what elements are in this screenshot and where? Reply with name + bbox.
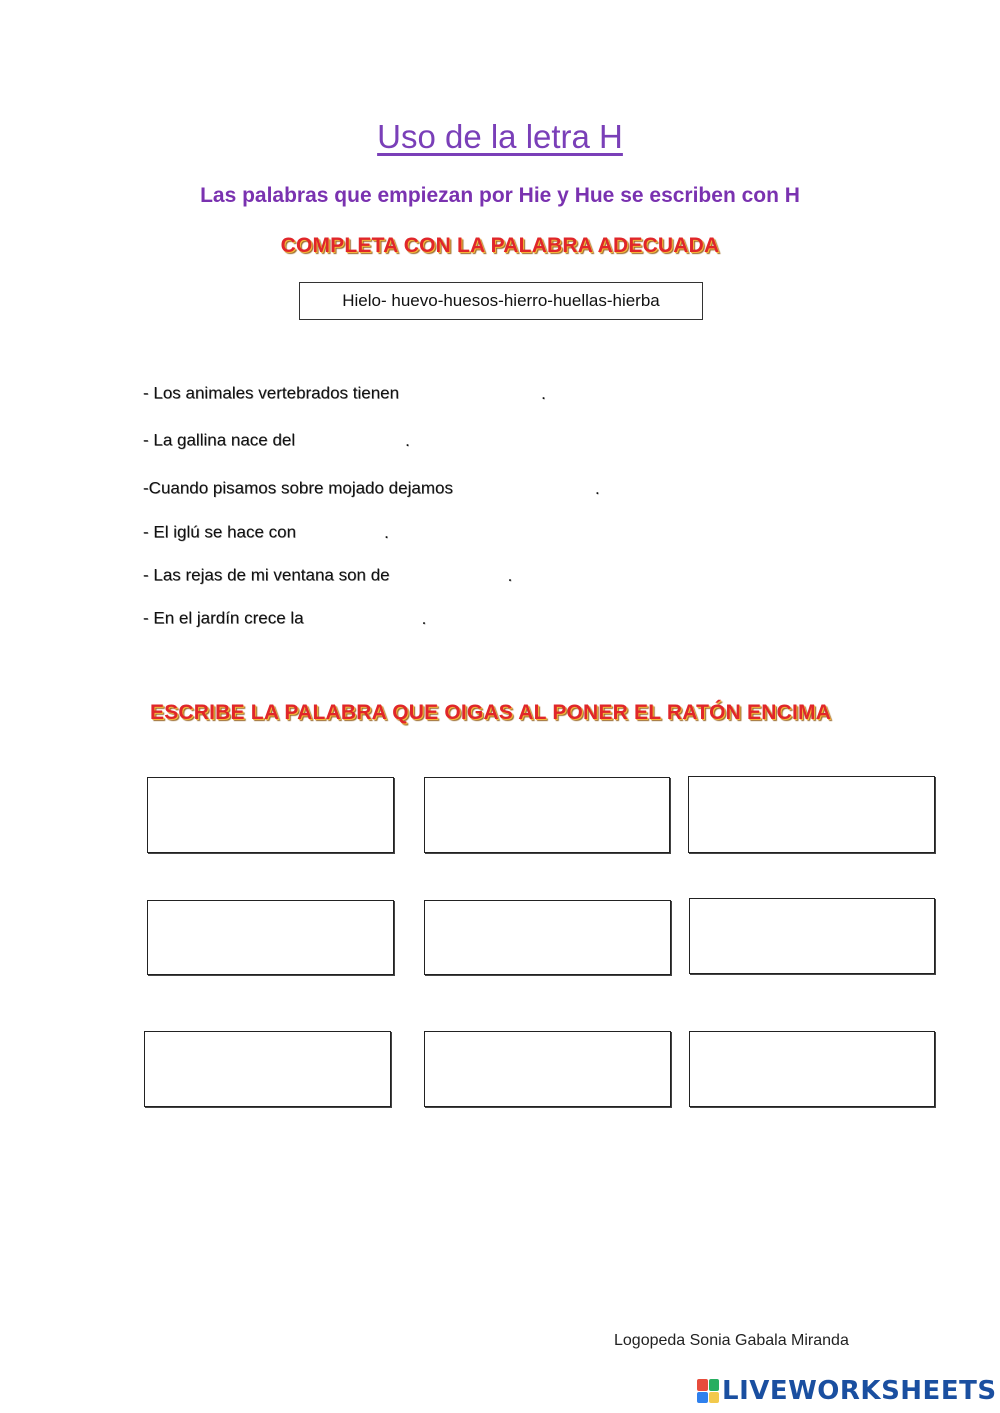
sentence-end: . [507, 565, 513, 585]
answer-input-6[interactable] [304, 608, 422, 630]
sentence-6 [143, 608, 426, 630]
section-heading-complete: COMPLETA CON LA PALABRA ADECUADA [280, 234, 720, 257]
sentence-end: . [421, 608, 427, 628]
answer-input-4[interactable] [296, 522, 384, 544]
answer-input-5[interactable] [390, 565, 508, 587]
rule-subtitle: Las palabras que empiezan por Hie y Hue se escriben con H [200, 184, 800, 207]
listen-answer-box-2[interactable] [424, 777, 670, 853]
page-title: Uso de la letra H [377, 118, 623, 155]
sentence-text: - En el jardín crece la [143, 608, 304, 628]
sentence-5 [143, 565, 512, 587]
sentence-2 [143, 430, 410, 452]
answer-input-1[interactable] [399, 383, 541, 405]
listen-answer-box-7[interactable] [144, 1031, 391, 1107]
liveworksheets-logo [697, 1376, 997, 1406]
logo-text: LIVEWORKSHEETS [722, 1376, 997, 1406]
word-bank [299, 282, 703, 320]
sentence-text: -Cuando pisamos sobre mojado dejamos [143, 478, 453, 498]
sentence-end: . [541, 383, 546, 403]
word-bank-text: Hielo- huevo-huesos-hierro-huellas-hierba [342, 291, 660, 310]
sentence-text: - El iglú se hace con [143, 522, 297, 542]
listen-answer-box-5[interactable] [424, 900, 671, 975]
listen-answer-box-6[interactable] [689, 898, 935, 974]
answer-input-2[interactable] [295, 430, 405, 452]
sentence-text: - La gallina nace del [143, 430, 296, 450]
listen-answer-box-1[interactable] [147, 777, 394, 853]
logo-mark-icon [697, 1379, 719, 1403]
sentence-text: - Las rejas de mi ventana son de [143, 565, 390, 585]
sentence-end: . [594, 478, 600, 498]
listen-answer-box-3[interactable] [688, 776, 935, 853]
author-credit: Logopeda Sonia Gabala Miranda [614, 1332, 849, 1349]
sentence-1 [143, 383, 546, 405]
sentence-4 [143, 522, 389, 544]
sentence-end: . [384, 522, 389, 542]
answer-input-3[interactable] [453, 478, 595, 500]
sentence-3 [143, 478, 600, 500]
sentence-end: . [405, 430, 410, 450]
sentence-text: - Los animales vertebrados tienen [143, 383, 400, 403]
listen-answer-box-9[interactable] [689, 1031, 935, 1107]
section-heading-listen: ESCRIBE LA PALABRA QUE OIGAS AL PONER EL RATÓN ENCIMA [150, 701, 832, 724]
listen-answer-box-8[interactable] [424, 1031, 671, 1107]
listen-answer-box-4[interactable] [147, 900, 394, 975]
